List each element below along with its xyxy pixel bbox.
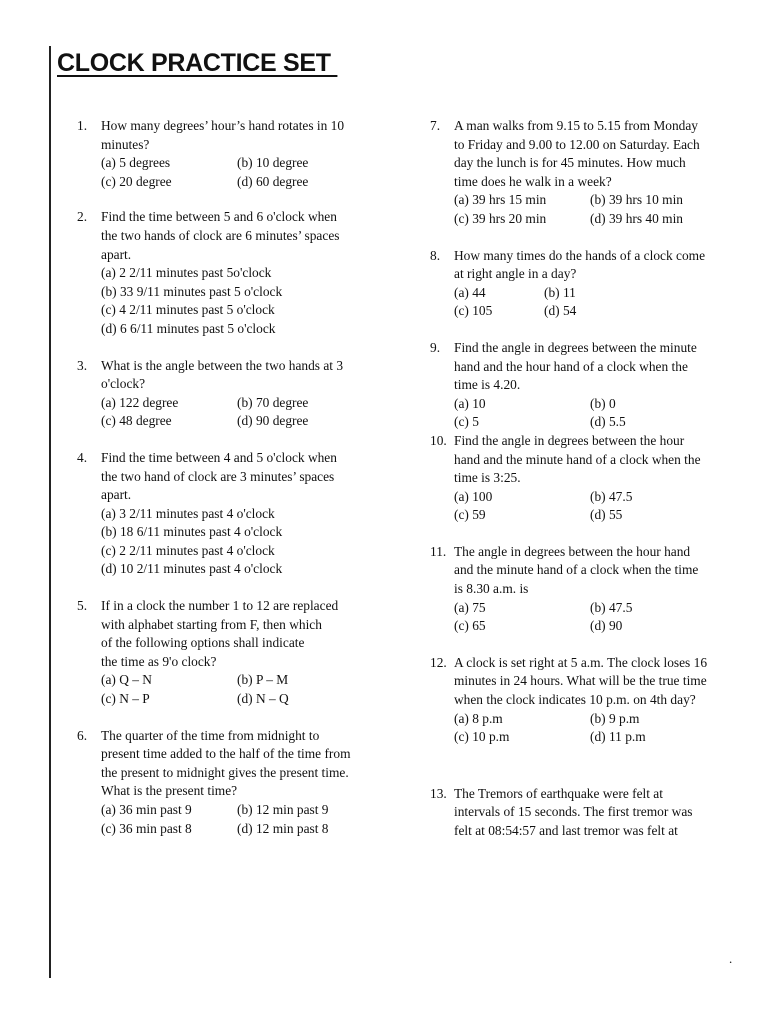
option-c: (c) 2 2/11 minutes past 4 o'clock [101, 542, 275, 558]
question-6 [77, 727, 377, 839]
option-d: (d) 6 6/11 minutes past 5 o'clock [101, 320, 276, 336]
question-8 [430, 247, 730, 321]
question-text: Find the angle in degrees between the hour hand and the minute hand of a clock when the time is 3:25. [454, 432, 701, 486]
option-d: (d) 12 min past 8 [237, 820, 329, 836]
question-13 [430, 785, 730, 841]
option-d: (d) 10 2/11 minutes past 4 o'clock [101, 561, 283, 577]
question-number: 6. [77, 727, 88, 743]
option-b: (b) 70 degree [237, 394, 309, 410]
question-10 [430, 432, 730, 525]
option-b: (b) 47.5 [590, 488, 633, 504]
question-4 [77, 449, 377, 579]
option-d: (d) 60 degree [237, 173, 309, 189]
option-a: (a) 36 min past 9 [101, 802, 192, 817]
question-11 [430, 543, 730, 636]
option-a: (a) 3 2/11 minutes past 4 o'clock [101, 505, 275, 521]
question-number: 11. [430, 543, 447, 559]
option-d: (d) 11 p.m [590, 729, 646, 745]
option-c: (c) 105 [454, 303, 493, 319]
question-9 [430, 339, 730, 432]
option-a: (a) 75 [454, 599, 486, 615]
option-c: (c) N – P [101, 691, 150, 707]
option-d: (d) 39 hrs 40 min [590, 210, 683, 226]
question-text: Find the time between 5 and 6 o'clock when the two hands of clock are 6 minutes’ spaces apart. [101, 209, 340, 262]
margin-rule [49, 46, 51, 978]
option-b: (b) 18 6/11 minutes past 4 o'clock [101, 524, 283, 540]
option-a: (a) 8 p.m [454, 710, 503, 726]
question-text: A man walks from 9.15 to 5.15 from Monday to Friday and 9.00 to 12.00 on Saturday. Each day the lunch is for 45 minutes. How much time does he walk in a week? [454, 118, 700, 189]
page-title: CLOCK PRACTICE SET [57, 49, 338, 77]
option-b: (b) 12 min past 9 [237, 802, 329, 817]
question-1 [77, 117, 377, 191]
option-d: (d) 90 degree [237, 413, 309, 429]
option-b: (b) 33 9/11 minutes past 5 o'clock [101, 283, 283, 299]
option-b: (b) 0 [590, 395, 616, 411]
question-number: 3. [77, 357, 88, 373]
option-c: (c) 48 degree [101, 413, 172, 429]
question-text: Find the time between 4 and 5 o'clock when the two hand of clock are 3 minutes’ spaces apart. [101, 449, 337, 503]
question-number: 5. [77, 598, 88, 614]
option-a: (a) 5 degrees [101, 155, 171, 171]
question-number: 4. [77, 449, 88, 465]
question-number: 7. [430, 118, 441, 133]
question-number: 13. [430, 785, 447, 801]
option-a: (a) 39 hrs 15 min [454, 192, 547, 208]
question-number: 9. [430, 339, 441, 355]
question-12 [430, 654, 730, 747]
option-a: (a) 44 [454, 284, 486, 300]
option-b: (b) 39 hrs 10 min [590, 192, 683, 208]
question-text: Find the angle in degrees between the minute hand and the hour hand of a clock when the time is 4.20. [454, 339, 697, 393]
stray-mark: . [729, 951, 733, 966]
question-text: The Tremors of earthquake were felt at intervals of 15 seconds. The first tremor was felt at 08:54:57 and last tremor was felt at [454, 785, 693, 838]
option-c: (c) 36 min past 8 [101, 820, 192, 836]
option-c: (c) 4 2/11 minutes past 5 o'clock [101, 302, 275, 318]
option-a: (a) Q – N [101, 672, 152, 688]
option-a: (a) 2 2/11 minutes past 5o'clock [101, 265, 272, 281]
option-d: (d) N – Q [237, 691, 289, 707]
option-c: (c) 20 degree [101, 173, 172, 189]
question-text: How many degrees’ hour’s hand rotates in 10 minutes? [101, 118, 345, 152]
right-column [430, 117, 730, 841]
question-5 [77, 597, 377, 709]
question-text: The quarter of the time from midnight to present time added to the half of the time from the present to midnight gives the present time. What is the present time? [101, 727, 351, 799]
question-number: 12. [430, 654, 447, 670]
option-d: (d) 55 [590, 507, 623, 523]
option-d: (d) 54 [544, 303, 577, 319]
question-7 [430, 117, 730, 229]
left-column [77, 117, 377, 838]
question-number: 1. [77, 118, 88, 133]
question-text: A clock is set right at 5 a.m. The clock loses 16 minutes in 24 hours. What will be the true time when the clock indicates 10 p.m. on 4th day? [454, 654, 708, 708]
option-a: (a) 122 degree [101, 394, 179, 410]
option-c: (c) 59 [454, 507, 486, 523]
option-b: (b) P – M [237, 672, 289, 688]
question-text: What is the angle between the two hands at 3 o'clock? [101, 357, 344, 392]
option-d: (d) 90 [590, 618, 623, 634]
question-text: The angle in degrees between the hour hand and the minute hand of a clock when the time is 8.30 a.m. is [454, 543, 699, 597]
question-number: 10. [430, 432, 447, 448]
option-d: (d) 5.5 [590, 414, 626, 430]
question-number: 8. [430, 247, 441, 263]
option-c: (c) 10 p.m [454, 729, 510, 745]
question-number: 2. [77, 209, 88, 225]
question-3 [77, 357, 377, 431]
option-b: (b) 11 [544, 284, 576, 300]
option-a: (a) 10 [454, 395, 486, 411]
option-b: (b) 47.5 [590, 599, 633, 615]
question-2 [77, 208, 377, 338]
option-b: (b) 10 degree [237, 155, 309, 171]
question-text: How many times do the hands of a clock come at right angle in a day? [454, 247, 706, 282]
option-b: (b) 9 p.m [590, 710, 640, 726]
question-text: If in a clock the number 1 to 12 are replaced with alphabet starting from F, then which of the following options shall indicate the time as 9'o clock? [101, 598, 339, 669]
option-c: (c) 65 [454, 618, 486, 634]
option-c: (c) 5 [454, 414, 479, 430]
option-c: (c) 39 hrs 20 min [454, 210, 547, 226]
option-a: (a) 100 [454, 488, 493, 504]
